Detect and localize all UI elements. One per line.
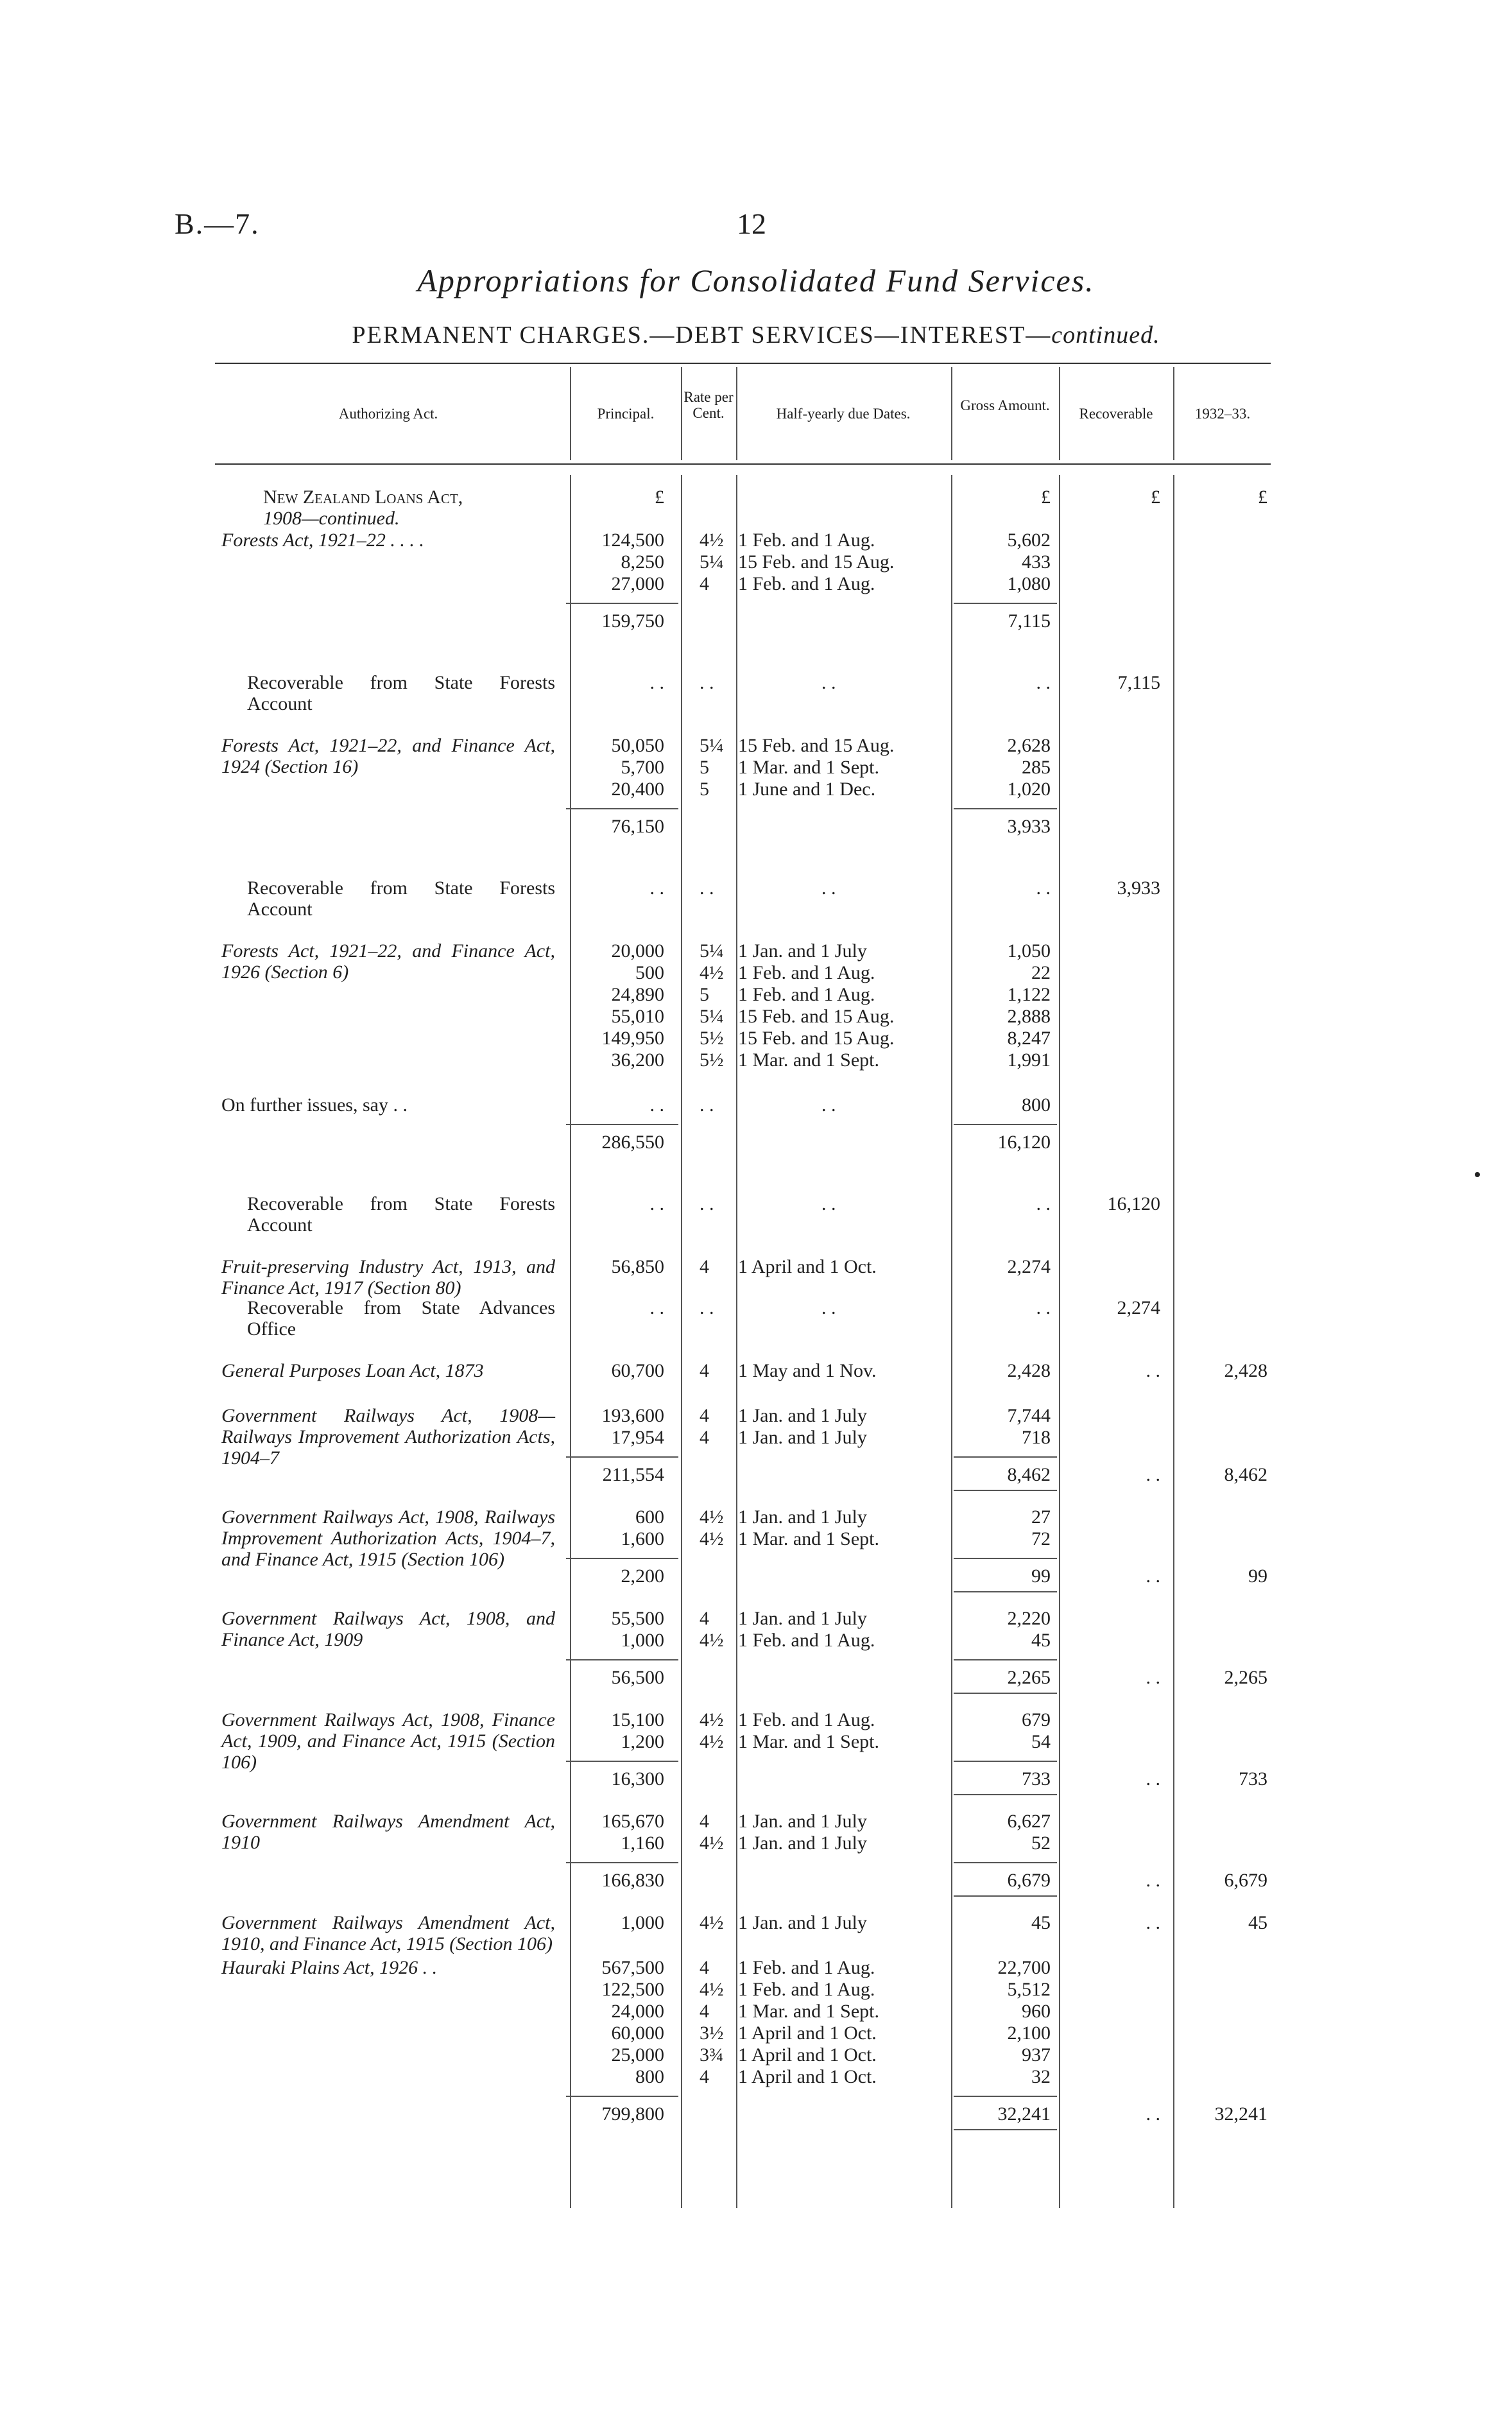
due-dates: 1 Feb. and 1 Aug. — [738, 573, 875, 594]
principal-value: 55,010 — [611, 1006, 664, 1027]
due-dates: 1 Jan. and 1 July — [738, 940, 867, 962]
act-name: On further issues, say . . — [221, 1094, 408, 1116]
subtotal-rule — [954, 1693, 1057, 1694]
document-reference: B.—7. — [175, 207, 260, 240]
subtotal-rule — [954, 603, 1057, 604]
gross-amount: 2,220 — [1007, 1608, 1051, 1629]
recoverable-amount: . . — [1146, 1464, 1160, 1485]
rate-value: 5 — [700, 984, 709, 1005]
gross-amount: 433 — [1022, 551, 1051, 573]
due-dates: 1 Mar. and 1 Sept. — [738, 1731, 879, 1752]
recoverable-amount: . . — [1146, 1667, 1160, 1688]
rate-value: . . — [700, 1094, 714, 1116]
due-dates: 1 Jan. and 1 July — [738, 1912, 867, 1933]
subtotal-rule — [954, 1794, 1057, 1795]
due-dates: 1 Jan. and 1 July — [738, 1427, 867, 1448]
rate-value: 4½ — [700, 1528, 724, 1549]
col-header-principal: Principal. — [597, 406, 655, 422]
col-header-act: Authorizing Act. — [338, 406, 438, 422]
principal-value: 286,550 — [601, 1132, 664, 1153]
principal-value: 24,890 — [611, 984, 664, 1005]
year-amount: 45 — [1248, 1912, 1267, 1933]
gross-amount: 733 — [1022, 1768, 1051, 1790]
rate-value: 4½ — [700, 1833, 724, 1854]
principal-value: 56,850 — [611, 1256, 664, 1277]
year-amount: 2,265 — [1224, 1667, 1267, 1688]
subtotal-rule — [566, 1659, 678, 1660]
gross-amount: 99 — [1031, 1565, 1051, 1587]
col-header-recoverable: Recoverable — [1079, 406, 1153, 422]
principal-value: 159,750 — [601, 610, 664, 632]
subtotal-rule — [566, 1862, 678, 1863]
currency-principal: £ — [655, 487, 664, 508]
due-dates: . . — [821, 877, 836, 899]
gross-amount: 6,627 — [1007, 1811, 1051, 1832]
due-dates: 1 April and 1 Oct. — [738, 2066, 877, 2087]
principal-value: 149,950 — [601, 1028, 664, 1049]
principal-value: 799,800 — [601, 2103, 664, 2125]
act-name: Forests Act, 1921–22, and Finance Act, 1924 (Section 16) — [221, 735, 555, 777]
subtotal-rule — [954, 1490, 1057, 1491]
principal-value: 1,600 — [621, 1528, 664, 1549]
subtotal-rule — [954, 808, 1057, 809]
principal-value: 27,000 — [611, 573, 664, 594]
due-dates: 1 Feb. and 1 Aug. — [738, 1630, 875, 1651]
due-dates: . . — [821, 1297, 836, 1318]
subtotal-rule — [566, 1456, 678, 1458]
gross-amount: 960 — [1022, 2001, 1051, 2022]
due-dates: 1 Feb. and 1 Aug. — [738, 962, 875, 983]
principal-value: 20,000 — [611, 940, 664, 962]
principal-value: 76,150 — [611, 816, 664, 837]
due-dates: 1 Jan. and 1 July — [738, 1405, 867, 1426]
margin-dot — [1475, 1172, 1480, 1177]
gross-amount: 7,115 — [1008, 610, 1051, 632]
gross-amount: 5,602 — [1007, 530, 1051, 551]
principal-value: 55,500 — [611, 1608, 664, 1629]
gross-amount: 1,122 — [1007, 984, 1051, 1005]
act-name: Recoverable from State Advances Office — [247, 1297, 555, 1340]
currency-year: £ — [1258, 487, 1267, 508]
rate-value: 5¼ — [700, 940, 724, 962]
due-dates: 1 Mar. and 1 Sept. — [738, 1528, 879, 1549]
gross-amount: 2,628 — [1007, 735, 1051, 756]
principal-value: 15,100 — [611, 1709, 664, 1730]
rate-value: . . — [700, 877, 714, 899]
section-heading — [263, 487, 558, 508]
due-dates: 1 Feb. and 1 Aug. — [738, 1957, 875, 1978]
currency-gross: £ — [1041, 487, 1051, 508]
subtitle-text: PERMANENT CHARGES.—DEBT SERVICES—INTEREST— — [352, 322, 1052, 349]
col-header-dates: Half-yearly due Dates. — [776, 406, 911, 422]
page-title: Appropriations for Consolidated Fund Services. — [417, 263, 1095, 298]
due-dates: . . — [821, 1193, 836, 1214]
col-header-year: 1932–33. — [1194, 406, 1251, 422]
header-bottom-rule — [215, 463, 1271, 465]
subtotal-rule — [954, 1456, 1057, 1458]
rate-value: 4½ — [700, 1731, 724, 1752]
gross-amount: 45 — [1031, 1630, 1051, 1651]
principal-value: 800 — [635, 2066, 664, 2087]
principal-value: 25,000 — [611, 2044, 664, 2065]
principal-value: . . — [649, 1094, 664, 1116]
gross-amount: 22 — [1031, 962, 1051, 983]
subtotal-rule — [954, 1862, 1057, 1863]
due-dates: 1 Mar. and 1 Sept. — [738, 2001, 879, 2022]
act-name: Government Railways Act, 1908—Railways Improvement Authorization Acts, 1904–7 — [221, 1405, 555, 1469]
currency-recoverable: £ — [1151, 487, 1160, 508]
recoverable-amount: . . — [1146, 1870, 1160, 1891]
rate-value: 4½ — [700, 1506, 724, 1528]
act-name: Recoverable from State Forests Account — [247, 1193, 555, 1236]
rate-value: 4½ — [700, 530, 724, 551]
rate-value: 5¼ — [700, 735, 724, 756]
act-name: General Purposes Loan Act, 1873 — [221, 1360, 484, 1381]
due-dates: 15 Feb. and 15 Aug. — [738, 551, 895, 573]
due-dates: 1 Mar. and 1 Sept. — [738, 1049, 879, 1071]
subtotal-rule — [954, 1124, 1057, 1125]
principal-value: 1,160 — [621, 1833, 664, 1854]
gross-amount: 16,120 — [997, 1132, 1051, 1153]
due-dates: 1 Feb. and 1 Aug. — [738, 984, 875, 1005]
act-name: Government Railways Act, 1908, and Finance Act, 1909 — [221, 1608, 555, 1650]
rate-value: 4 — [700, 1405, 709, 1426]
gross-amount: 72 — [1031, 1528, 1051, 1549]
gross-amount: 1,080 — [1007, 573, 1051, 594]
principal-value: . . — [649, 1193, 664, 1214]
gross-amount: 54 — [1031, 1731, 1051, 1752]
rate-value: 5½ — [700, 1049, 724, 1071]
year-amount: 2,428 — [1224, 1360, 1267, 1381]
rate-value: 3½ — [700, 2022, 724, 2044]
gross-amount: 27 — [1031, 1506, 1051, 1528]
principal-value: 166,830 — [601, 1870, 664, 1891]
gross-amount: 1,991 — [1007, 1049, 1051, 1071]
recoverable-amount: . . — [1146, 1768, 1160, 1790]
principal-value: 122,500 — [601, 1979, 664, 2000]
principal-value: 500 — [635, 962, 664, 983]
gross-amount: 45 — [1031, 1912, 1051, 1933]
rate-value: . . — [700, 1193, 714, 1214]
subtotal-rule — [954, 1895, 1057, 1897]
due-dates: 1 Jan. and 1 July — [738, 1811, 867, 1832]
due-dates: 1 April and 1 Oct. — [738, 1256, 877, 1277]
rate-value: 4 — [700, 1427, 709, 1448]
principal-value: 165,670 — [601, 1811, 664, 1832]
header-divider — [951, 367, 952, 460]
rate-value: 4 — [700, 1256, 709, 1277]
due-dates: . . — [821, 672, 836, 693]
gross-amount: 32,241 — [997, 2103, 1051, 2125]
subtotal-rule — [954, 1659, 1057, 1660]
gross-amount: 2,100 — [1007, 2022, 1051, 2044]
due-dates: . . — [821, 1094, 836, 1116]
rate-value: 5 — [700, 757, 709, 778]
gross-amount: 52 — [1031, 1833, 1051, 1854]
principal-value: 36,200 — [611, 1049, 664, 1071]
due-dates: 1 Feb. and 1 Aug. — [738, 1979, 875, 2000]
rate-value: 4 — [700, 2001, 709, 2022]
subtotal-rule — [566, 1761, 678, 1762]
act-name: Forests Act, 1921–22 . . . . — [221, 530, 424, 551]
rate-value: 4½ — [700, 1630, 724, 1651]
subtotal-rule — [566, 808, 678, 809]
header-top-rule — [215, 363, 1271, 364]
due-dates: 1 June and 1 Dec. — [738, 779, 876, 800]
principal-value: 600 — [635, 1506, 664, 1528]
gross-amount: 718 — [1022, 1427, 1051, 1448]
gross-amount: 5,512 — [1007, 1979, 1051, 2000]
gross-amount: 7,744 — [1007, 1405, 1051, 1426]
principal-value: 16,300 — [611, 1768, 664, 1790]
year-amount: 6,679 — [1224, 1870, 1267, 1891]
due-dates: 15 Feb. and 15 Aug. — [738, 735, 895, 756]
principal-value: 1,200 — [621, 1731, 664, 1752]
gross-amount: 8,247 — [1007, 1028, 1051, 1049]
subtotal-rule — [954, 2129, 1057, 2130]
rate-value: 4½ — [700, 962, 724, 983]
gross-amount: 2,265 — [1007, 1667, 1051, 1688]
rate-value: 3¾ — [700, 2044, 724, 2065]
subtotal-rule — [954, 2096, 1057, 2097]
due-dates: 15 Feb. and 15 Aug. — [738, 1006, 895, 1027]
act-name: Recoverable from State Forests Account — [247, 672, 555, 714]
gross-amount: 1,020 — [1007, 779, 1051, 800]
rate-value: 4 — [700, 1957, 709, 1978]
gross-amount: 2,428 — [1007, 1360, 1051, 1381]
rate-value: 4 — [700, 1811, 709, 1832]
principal-value: 211,554 — [602, 1464, 664, 1485]
heading-line1: New Zealand Loans Act, — [263, 487, 463, 508]
rate-value: . . — [700, 672, 714, 693]
rate-value: 4½ — [700, 1979, 724, 2000]
gross-amount: . . — [1036, 1193, 1051, 1214]
gross-amount: 2,274 — [1007, 1256, 1051, 1277]
recoverable-amount: . . — [1146, 2103, 1160, 2125]
year-amount: 8,462 — [1224, 1464, 1267, 1485]
principal-value: 56,500 — [611, 1667, 664, 1688]
subtotal-rule — [566, 2096, 678, 2097]
recoverable-amount: . . — [1146, 1360, 1160, 1381]
subtotal-rule — [566, 603, 678, 604]
principal-value: . . — [649, 877, 664, 899]
gross-amount: 2,888 — [1007, 1006, 1051, 1027]
gross-amount: . . — [1036, 1297, 1051, 1318]
column-divider — [951, 475, 952, 2208]
column-divider — [736, 475, 737, 2208]
recoverable-amount: 16,120 — [1107, 1193, 1160, 1214]
rate-value: 4 — [700, 2066, 709, 2087]
due-dates: 1 Jan. and 1 July — [738, 1833, 867, 1854]
gross-amount: 285 — [1022, 757, 1051, 778]
principal-value: 2,200 — [621, 1565, 664, 1587]
subtotal-rule — [566, 1124, 678, 1125]
due-dates: 15 Feb. and 15 Aug. — [738, 1028, 895, 1049]
rate-value: 4 — [700, 1360, 709, 1381]
principal-value: 24,000 — [611, 2001, 664, 2022]
due-dates: 1 Jan. and 1 July — [738, 1506, 867, 1528]
rate-value: 5 — [700, 779, 709, 800]
rate-value: 5¼ — [700, 551, 724, 573]
subtotal-rule — [566, 1558, 678, 1559]
due-dates: 1 April and 1 Oct. — [738, 2022, 877, 2044]
column-divider — [1173, 475, 1174, 2208]
rate-value: . . — [700, 1297, 714, 1318]
recoverable-amount: 7,115 — [1117, 672, 1160, 693]
act-name: Government Railways Act, 1908, Finance Act, 1909, and Finance Act, 1915 (Section 106) — [221, 1709, 555, 1773]
gross-amount: 1,050 — [1007, 940, 1051, 962]
gross-amount: 800 — [1022, 1094, 1051, 1116]
rate-value: 5¼ — [700, 1006, 724, 1027]
principal-value: 50,050 — [611, 735, 664, 756]
principal-value: 8,250 — [621, 551, 664, 573]
principal-value: 60,700 — [611, 1360, 664, 1381]
rate-value: 5½ — [700, 1028, 724, 1049]
rate-value: 4 — [700, 1608, 709, 1629]
year-amount: 99 — [1248, 1565, 1267, 1587]
gross-amount: . . — [1036, 672, 1051, 693]
recoverable-amount: . . — [1146, 1912, 1160, 1933]
year-amount: 733 — [1239, 1768, 1267, 1790]
principal-value: 193,600 — [601, 1405, 664, 1426]
principal-value: 124,500 — [601, 530, 664, 551]
due-dates: 1 Jan. and 1 July — [738, 1608, 867, 1629]
principal-value: 20,400 — [611, 779, 664, 800]
principal-value: . . — [649, 672, 664, 693]
gross-amount: 6,679 — [1007, 1870, 1051, 1891]
principal-value: 567,500 — [601, 1957, 664, 1978]
year-amount: 32,241 — [1214, 2103, 1267, 2125]
section-heading-cont: 1908—continued. — [263, 508, 400, 529]
act-name: Recoverable from State Forests Account — [247, 877, 555, 920]
gross-amount: 937 — [1022, 2044, 1051, 2065]
due-dates: 1 Feb. and 1 Aug. — [738, 1709, 875, 1730]
due-dates: 1 April and 1 Oct. — [738, 2044, 877, 2065]
gross-amount: 8,462 — [1007, 1464, 1051, 1485]
principal-value: 17,954 — [611, 1427, 664, 1448]
rate-value: 4 — [700, 573, 709, 594]
principal-value: 1,000 — [621, 1630, 664, 1651]
act-name: Government Railways Amendment Act, 1910 — [221, 1811, 555, 1853]
gross-amount: 679 — [1022, 1709, 1051, 1730]
rate-value: 4½ — [700, 1709, 724, 1730]
rate-value: 4½ — [700, 1912, 724, 1933]
principal-value: 60,000 — [611, 2022, 664, 2044]
due-dates: 1 Mar. and 1 Sept. — [738, 757, 879, 778]
gross-amount: 22,700 — [997, 1957, 1051, 1978]
act-name: Government Railways Act, 1908, Railways Improvement Authorization Acts, 1904–7, and Finance Act, 1915 (Section 106) — [221, 1506, 555, 1570]
column-divider — [1059, 475, 1060, 2208]
act-name: Fruit-preserving Industry Act, 1913, and Finance Act, 1917 (Section 80) — [221, 1256, 555, 1298]
recoverable-amount: 3,933 — [1117, 877, 1160, 899]
gross-amount: 32 — [1031, 2066, 1051, 2087]
gross-amount: . . — [1036, 877, 1051, 899]
subtitle-continued: continued. — [1051, 322, 1160, 349]
subtotal-rule — [954, 1591, 1057, 1592]
gross-amount: 3,933 — [1007, 816, 1051, 837]
due-dates: 1 Feb. and 1 Aug. — [738, 530, 875, 551]
col-header-gross: Gross Amount. — [960, 397, 1050, 413]
page-number: 12 — [737, 207, 766, 240]
subtotal-rule — [954, 1558, 1057, 1559]
act-name: Government Railways Amendment Act, 1910, and Finance Act, 1915 (Section 106) — [221, 1912, 555, 1954]
section-subtitle — [0, 321, 1512, 349]
recoverable-amount: 2,274 — [1117, 1297, 1160, 1318]
act-name: Hauraki Plains Act, 1926 . . — [221, 1957, 438, 1978]
subtotal-rule — [954, 1761, 1057, 1762]
principal-value: 1,000 — [621, 1912, 664, 1933]
principal-value: . . — [649, 1297, 664, 1318]
principal-value: 5,700 — [621, 757, 664, 778]
column-divider — [681, 475, 682, 2208]
recoverable-amount: . . — [1146, 1565, 1160, 1587]
due-dates: 1 May and 1 Nov. — [738, 1360, 877, 1381]
col-header-rate: Rate per Cent. — [683, 389, 734, 421]
act-name: Forests Act, 1921–22, and Finance Act, 1926 (Section 6) — [221, 940, 555, 983]
